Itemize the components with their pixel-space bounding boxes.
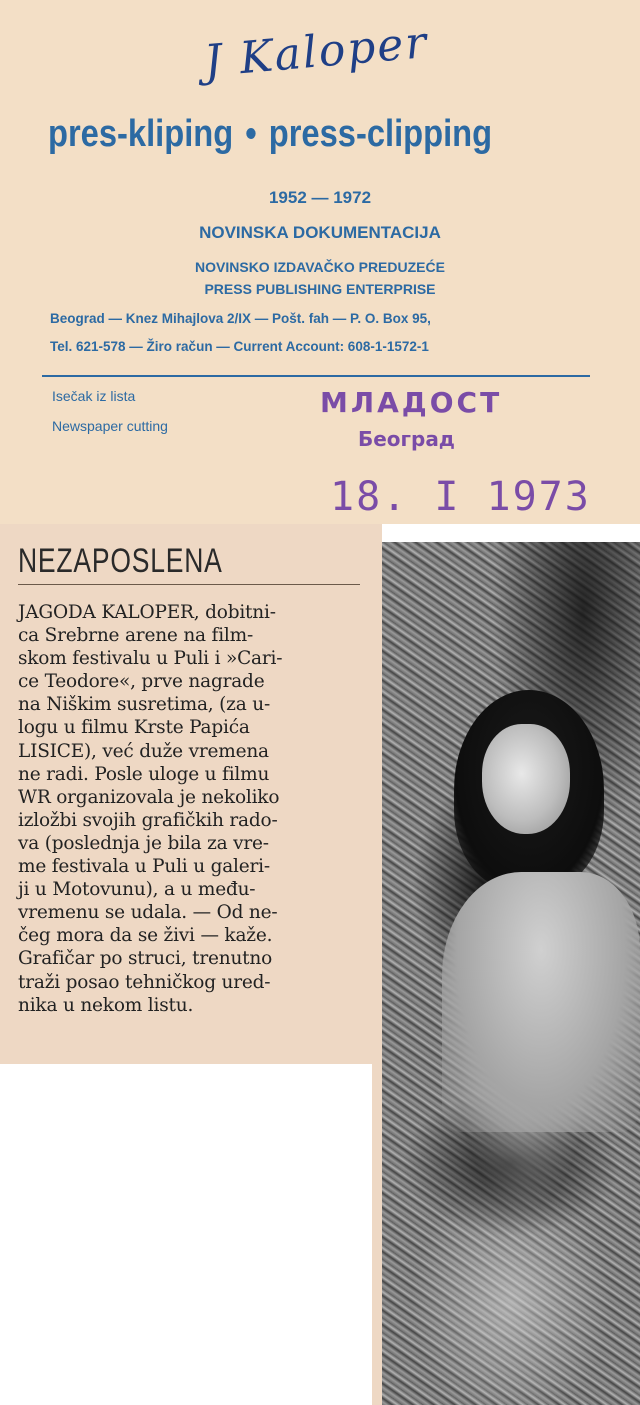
- clipping-slip: [0, 0, 640, 524]
- paper-strip: [372, 524, 382, 1405]
- brand-separator: •: [245, 113, 257, 155]
- brand-title: [48, 113, 530, 156]
- publisher-english: PRESS PUBLISHING ENTERPRISE: [204, 281, 436, 297]
- cutting-label-english: Newspaper cutting: [52, 418, 168, 434]
- photo-face: [482, 724, 570, 834]
- address-line: Beograd — Knez Mihajlova 2/IX — Pošt. fah — P. O. Box 95,: [50, 311, 431, 326]
- stamp-date: 18. I 1973: [330, 474, 591, 520]
- article-photo: [382, 542, 640, 1405]
- publisher-serbian: NOVINSKO IZDAVAČKO PREDUZEĆE: [195, 259, 445, 275]
- years-range: 1952 — 1972: [268, 188, 372, 207]
- agency-name: NOVINSKA DOKUMENTACIJA: [199, 223, 441, 242]
- handwritten-note: J Kaloper: [202, 16, 431, 88]
- brand-title-serbian: pres-kliping: [48, 113, 234, 155]
- brand-title-english: press-clipping: [268, 113, 493, 155]
- photo-shirt: [442, 872, 640, 1132]
- article-body: JAGODA KALOPER, dobitni- ca Srebrne arene na film- skom festivalu u Puli i »Cari- ce Teodore«, prve nagrade na Niškim susretima, (za u- logu u filmu Krste Papića LISICE), već duže vremena ne radi. Posle uloge u filmu WR organizovala je nekoliko izložbi svojih grafičkih rado- va (poslednja je bila za vre- me festivala u Puli u galeri- ji u Motovunu), a u među- vremenu se udala. — Od ne- čeg mora da se živi — kaže. Grafičar po struci, trenutno traži posao tehničkog ured- nika u nekom listu.: [18, 602, 283, 1016]
- stamp-newspaper-name: МЛАДОСТ: [320, 386, 503, 419]
- cutting-label-serbian: Isečak iz lista: [52, 388, 136, 404]
- stamp-city: Београд: [358, 427, 455, 451]
- divider: [42, 375, 590, 377]
- headline-divider: [18, 584, 360, 585]
- contact-line: Tel. 621-578 — Žiro račun — Current Account: 608-1-1572-1: [50, 339, 429, 354]
- article-headline: NEZAPOSLENA: [18, 542, 223, 580]
- article-column: [0, 524, 372, 1064]
